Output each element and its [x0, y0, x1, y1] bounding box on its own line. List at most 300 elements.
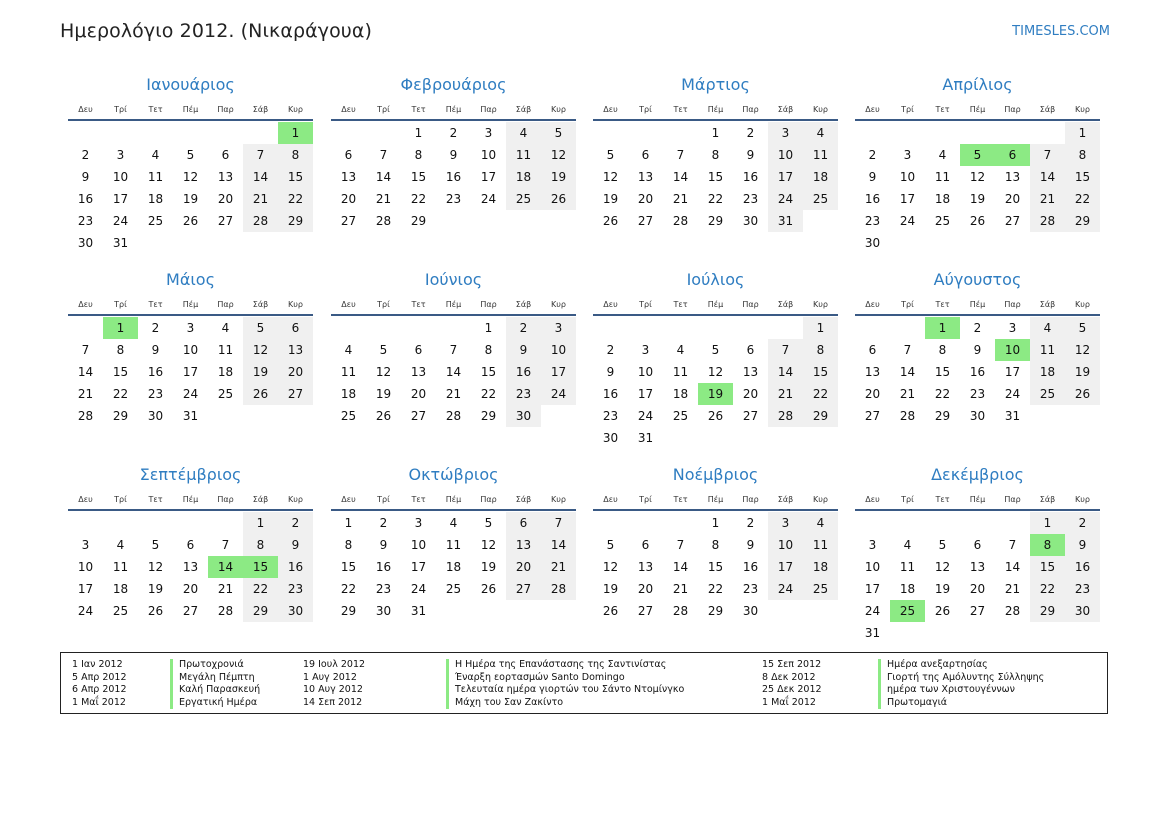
- day-cell: 25: [672, 409, 689, 423]
- holiday-name: Τελευταία ημέρα γιορτών του Σάντο Ντομίνγκο: [446, 684, 684, 697]
- day-cell: 1: [414, 126, 423, 140]
- weekday-label: Δευ: [341, 105, 356, 114]
- day-cell: 4: [803, 122, 838, 144]
- day-cell: 23: [742, 582, 759, 596]
- weekday-label: Πέμ: [707, 495, 724, 504]
- day-cell: 10: [112, 170, 129, 184]
- day-grid: [68, 512, 313, 622]
- day-cell: 21: [1030, 188, 1065, 210]
- day-cell: 15: [707, 170, 724, 184]
- weekday-label: Σάβ: [777, 300, 794, 309]
- empty-cell: [593, 317, 628, 339]
- month-block: [331, 267, 576, 427]
- weekday-header: [68, 494, 313, 506]
- month-name: Μάιος: [166, 270, 215, 289]
- month-block: [68, 267, 313, 427]
- day-cell: 24: [480, 192, 497, 206]
- day-cell: 14: [541, 534, 576, 556]
- weekday-label: Τρί: [639, 105, 652, 114]
- day-cell: 12: [480, 538, 497, 552]
- day-cell: 3: [641, 343, 650, 357]
- day-cell: 23: [445, 192, 462, 206]
- weekday-label: Κυρ: [813, 105, 828, 114]
- day-cell: 29: [707, 604, 724, 618]
- day-cell: 5: [484, 516, 493, 530]
- day-cell: 3: [541, 317, 576, 339]
- day-cell: 9: [606, 365, 615, 379]
- day-cell: 10: [637, 365, 654, 379]
- day-cell: 4: [344, 343, 353, 357]
- empty-cell: [68, 317, 103, 339]
- day-cell: 21: [217, 582, 234, 596]
- day-cell: 9: [868, 170, 877, 184]
- day-cell: 7: [243, 144, 278, 166]
- day-cell: 21: [1004, 582, 1021, 596]
- holiday-day-cell: 5: [960, 144, 995, 166]
- month-block: [68, 72, 313, 254]
- day-cell: 10: [410, 538, 427, 552]
- day-cell: 17: [182, 365, 199, 379]
- day-cell: 4: [1030, 317, 1065, 339]
- holiday-date: 8 Δεκ 2012: [762, 671, 816, 683]
- weekday-label: Σάβ: [515, 300, 532, 309]
- weekday-label: Δευ: [865, 300, 880, 309]
- weekday-label: Σάβ: [252, 300, 269, 309]
- weekday-label: Τρί: [114, 300, 127, 309]
- holiday-date: 5 Απρ 2012: [72, 671, 127, 683]
- day-cell: 8: [803, 339, 838, 361]
- day-cell: 19: [243, 361, 278, 383]
- weekday-label: Τετ: [673, 105, 688, 114]
- day-cell: 25: [803, 578, 838, 600]
- day-cell: 28: [77, 409, 94, 423]
- empty-cell: [593, 512, 628, 534]
- day-cell: 16: [742, 560, 759, 574]
- day-cell: 10: [768, 534, 803, 556]
- day-cell: 11: [803, 534, 838, 556]
- day-cell: 12: [1065, 339, 1100, 361]
- day-grid: [855, 317, 1100, 427]
- day-grid: [593, 317, 838, 449]
- header-rule: [855, 314, 1100, 316]
- day-cell: 23: [969, 387, 986, 401]
- day-cell: 29: [410, 214, 427, 228]
- holiday-name: Πρωτοχρονιά: [170, 659, 260, 672]
- empty-cell: [68, 512, 103, 534]
- day-cell: 13: [742, 365, 759, 379]
- empty-cell: [173, 122, 208, 144]
- day-cell: 9: [506, 339, 541, 361]
- header-rule: [331, 119, 576, 121]
- day-cell: 8: [711, 538, 720, 552]
- empty-cell: [733, 317, 768, 339]
- day-cell: 20: [278, 361, 313, 383]
- empty-cell: [890, 512, 925, 534]
- holiday-date: 15 Σεπ 2012: [762, 659, 822, 670]
- weekday-label: Δευ: [603, 495, 618, 504]
- weekday-label: Τετ: [411, 495, 426, 504]
- holiday-name: Μεγάλη Πέμπτη: [170, 672, 260, 685]
- day-cell: 30: [147, 409, 164, 423]
- day-cell: 19: [182, 192, 199, 206]
- day-cell: 25: [217, 387, 234, 401]
- day-cell: 22: [243, 578, 278, 600]
- day-cell: 1: [484, 321, 493, 335]
- day-cell: 18: [506, 166, 541, 188]
- holiday-date: 19 Ιουλ 2012: [303, 659, 366, 670]
- day-cell: 21: [768, 383, 803, 405]
- day-grid: [855, 122, 1100, 254]
- day-cell: 18: [803, 166, 838, 188]
- day-cell: 4: [151, 148, 160, 162]
- weekday-label: Σάβ: [252, 105, 269, 114]
- day-cell: 29: [243, 600, 278, 622]
- month-name: Δεκέμβριος: [931, 465, 1024, 484]
- day-cell: 27: [340, 214, 357, 228]
- empty-cell: [628, 122, 663, 144]
- day-cell: 9: [746, 148, 755, 162]
- day-cell: 11: [445, 538, 462, 552]
- day-cell: 3: [414, 516, 423, 530]
- holiday-date: 14 Σεπ 2012: [303, 696, 363, 708]
- day-cell: 2: [506, 317, 541, 339]
- day-cell: 12: [602, 560, 619, 574]
- month-block: [855, 462, 1100, 644]
- day-cell: 30: [1065, 600, 1100, 622]
- day-cell: 14: [768, 361, 803, 383]
- empty-cell: [663, 512, 698, 534]
- weekday-label: Δευ: [865, 105, 880, 114]
- weekday-label: Παρ: [742, 105, 759, 114]
- day-cell: 20: [506, 556, 541, 578]
- weekday-label: Τρί: [377, 495, 390, 504]
- day-cell: 26: [182, 214, 199, 228]
- day-cell: 9: [973, 343, 982, 357]
- day-cell: 10: [77, 560, 94, 574]
- day-cell: 18: [899, 582, 916, 596]
- empty-cell: [698, 317, 733, 339]
- day-cell: 21: [375, 192, 392, 206]
- day-cell: 28: [672, 214, 689, 228]
- day-cell: 1: [344, 516, 353, 530]
- empty-cell: [68, 122, 103, 144]
- day-cell: 8: [414, 148, 423, 162]
- day-cell: 15: [803, 361, 838, 383]
- empty-cell: [331, 317, 366, 339]
- weekday-label: Τρί: [377, 300, 390, 309]
- day-cell: 23: [278, 578, 313, 600]
- day-cell: 2: [278, 512, 313, 534]
- day-cell: 28: [768, 405, 803, 427]
- day-cell: 20: [864, 387, 881, 401]
- day-cell: 14: [899, 365, 916, 379]
- day-grid: [331, 317, 576, 427]
- day-cell: 8: [243, 534, 278, 556]
- day-cell: 2: [746, 126, 755, 140]
- day-cell: 26: [1065, 383, 1100, 405]
- day-cell: 16: [602, 387, 619, 401]
- day-cell: 30: [375, 604, 392, 618]
- weekday-label: Κυρ: [551, 300, 566, 309]
- month-name: Ιούνιος: [424, 270, 483, 289]
- empty-cell: [995, 122, 1030, 144]
- day-cell: 19: [934, 582, 951, 596]
- day-cell: 5: [938, 538, 947, 552]
- day-cell: 2: [151, 321, 160, 335]
- weekday-label: Δευ: [341, 495, 356, 504]
- day-cell: 8: [116, 343, 125, 357]
- day-cell: 21: [445, 387, 462, 401]
- holiday-name: Ημέρα ανεξαρτησίας: [878, 659, 1044, 672]
- day-cell: 19: [602, 582, 619, 596]
- empty-cell: [855, 317, 890, 339]
- day-cell: 29: [1030, 600, 1065, 622]
- weekday-label: Τρί: [377, 105, 390, 114]
- empty-cell: [138, 512, 173, 534]
- day-cell: 15: [340, 560, 357, 574]
- day-cell: 25: [112, 604, 129, 618]
- day-cell: 14: [1030, 166, 1065, 188]
- day-cell: 30: [77, 236, 94, 250]
- day-cell: 14: [77, 365, 94, 379]
- day-cell: 6: [641, 538, 650, 552]
- day-cell: 26: [147, 604, 164, 618]
- day-cell: 16: [506, 361, 541, 383]
- weekday-label: Δευ: [78, 105, 93, 114]
- day-cell: 4: [449, 516, 458, 530]
- empty-cell: [103, 512, 138, 534]
- day-cell: 16: [445, 170, 462, 184]
- empty-cell: [173, 512, 208, 534]
- weekday-header: [68, 104, 313, 116]
- weekday-label: Σάβ: [515, 105, 532, 114]
- day-cell: 3: [484, 126, 493, 140]
- day-cell: 22: [803, 383, 838, 405]
- holiday-names-column: [446, 659, 684, 709]
- weekday-label: Κυρ: [551, 495, 566, 504]
- weekday-label: Κυρ: [288, 105, 303, 114]
- weekday-label: Τρί: [901, 105, 914, 114]
- day-cell: 14: [672, 170, 689, 184]
- weekday-label: Σάβ: [777, 495, 794, 504]
- day-cell: 22: [934, 387, 951, 401]
- day-cell: 29: [934, 409, 951, 423]
- weekday-label: Δευ: [78, 495, 93, 504]
- day-cell: 3: [1008, 321, 1017, 335]
- month-name: Οκτώβριος: [408, 465, 499, 484]
- day-cell: 27: [410, 409, 427, 423]
- weekday-label: Σάβ: [252, 495, 269, 504]
- day-cell: 28: [243, 210, 278, 232]
- day-grid: [68, 317, 313, 427]
- day-cell: 18: [217, 365, 234, 379]
- day-grid: [68, 122, 313, 254]
- header-rule: [855, 509, 1100, 511]
- day-cell: 5: [1065, 317, 1100, 339]
- day-cell: 17: [768, 166, 803, 188]
- day-cell: 24: [899, 214, 916, 228]
- day-cell: 6: [641, 148, 650, 162]
- header-rule: [68, 314, 313, 316]
- day-cell: 24: [182, 387, 199, 401]
- day-cell: 30: [969, 409, 986, 423]
- day-cell: 7: [768, 339, 803, 361]
- weekday-label: Παρ: [1004, 105, 1021, 114]
- weekday-label: Σάβ: [1039, 300, 1056, 309]
- day-cell: 5: [243, 317, 278, 339]
- weekday-label: Πέμ: [707, 300, 724, 309]
- day-cell: 26: [541, 188, 576, 210]
- weekday-label: Πέμ: [445, 300, 462, 309]
- day-cell: 2: [81, 148, 90, 162]
- weekday-label: Δευ: [865, 495, 880, 504]
- day-grid: [331, 512, 576, 622]
- day-cell: 11: [147, 170, 164, 184]
- weekday-label: Πέμ: [969, 105, 986, 114]
- day-cell: 31: [768, 210, 803, 232]
- day-cell: 18: [803, 556, 838, 578]
- day-cell: 2: [746, 516, 755, 530]
- day-cell: 22: [480, 387, 497, 401]
- day-cell: 2: [449, 126, 458, 140]
- weekday-label: Τετ: [935, 300, 950, 309]
- weekday-header: [331, 104, 576, 116]
- day-cell: 29: [112, 409, 129, 423]
- day-cell: 26: [969, 214, 986, 228]
- holiday-date: 6 Απρ 2012: [72, 684, 127, 696]
- day-cell: 3: [768, 122, 803, 144]
- day-cell: 21: [243, 188, 278, 210]
- day-cell: 30: [506, 405, 541, 427]
- day-cell: 13: [278, 339, 313, 361]
- day-cell: 7: [676, 538, 685, 552]
- day-cell: 10: [899, 170, 916, 184]
- empty-cell: [401, 317, 436, 339]
- day-cell: 8: [278, 144, 313, 166]
- day-cell: 1: [803, 317, 838, 339]
- weekday-header: [68, 299, 313, 311]
- weekday-label: Παρ: [217, 495, 234, 504]
- day-cell: 11: [340, 365, 357, 379]
- day-grid: [593, 512, 838, 622]
- site-link[interactable]: TIMESLES.COM: [1012, 24, 1110, 39]
- day-cell: 28: [445, 409, 462, 423]
- day-grid: [855, 512, 1100, 644]
- holiday-date: 1 Μαΐ 2012: [72, 696, 126, 708]
- day-cell: 8: [484, 343, 493, 357]
- day-cell: 19: [1065, 361, 1100, 383]
- day-cell: 28: [1004, 604, 1021, 618]
- day-cell: 22: [1030, 578, 1065, 600]
- day-cell: 3: [768, 512, 803, 534]
- day-grid: [593, 122, 838, 232]
- weekday-label: Πέμ: [445, 495, 462, 504]
- day-cell: 28: [672, 604, 689, 618]
- weekday-label: Τετ: [935, 495, 950, 504]
- day-cell: 13: [182, 560, 199, 574]
- holidays-list: [60, 652, 1108, 714]
- day-cell: 17: [1004, 365, 1021, 379]
- empty-cell: [890, 317, 925, 339]
- day-cell: 8: [1065, 144, 1100, 166]
- day-cell: 9: [278, 534, 313, 556]
- weekday-label: Πέμ: [445, 105, 462, 114]
- holiday-name: Πρωτομαγιά: [878, 697, 1044, 710]
- day-cell: 16: [278, 556, 313, 578]
- day-cell: 19: [147, 582, 164, 596]
- day-cell: 7: [903, 343, 912, 357]
- weekday-label: Τρί: [901, 495, 914, 504]
- day-cell: 20: [340, 192, 357, 206]
- day-cell: 27: [969, 604, 986, 618]
- day-cell: 22: [707, 582, 724, 596]
- day-cell: 8: [344, 538, 353, 552]
- day-cell: 29: [707, 214, 724, 228]
- weekday-label: Παρ: [1004, 300, 1021, 309]
- holiday-name: Η Ημέρα της Επανάστασης της Σαντινίστας: [446, 659, 684, 672]
- day-cell: 25: [147, 214, 164, 228]
- empty-cell: [103, 122, 138, 144]
- day-cell: 3: [186, 321, 195, 335]
- holiday-day-cell: 10: [995, 339, 1030, 361]
- holiday-day-cell: 19: [698, 383, 733, 405]
- holiday-names-column: [878, 659, 1044, 709]
- holiday-name: Καλή Παρασκευή: [170, 684, 260, 697]
- day-cell: 6: [221, 148, 230, 162]
- day-cell: 8: [938, 343, 947, 357]
- day-cell: 9: [379, 538, 388, 552]
- empty-cell: [1030, 122, 1065, 144]
- day-cell: 4: [903, 538, 912, 552]
- day-cell: 10: [182, 343, 199, 357]
- day-cell: 17: [637, 387, 654, 401]
- holiday-name: Γιορτή της Αμόλυντης Σύλληψης: [878, 672, 1044, 685]
- day-cell: 25: [1030, 383, 1065, 405]
- holiday-names-column: [170, 659, 260, 709]
- weekday-label: Πέμ: [182, 105, 199, 114]
- empty-cell: [960, 512, 995, 534]
- empty-cell: [243, 122, 278, 144]
- day-cell: 8: [711, 148, 720, 162]
- day-cell: 25: [445, 582, 462, 596]
- day-cell: 17: [480, 170, 497, 184]
- day-cell: 21: [541, 556, 576, 578]
- day-cell: 5: [711, 343, 720, 357]
- empty-cell: [628, 317, 663, 339]
- empty-cell: [436, 317, 471, 339]
- month-name: Νοέμβριος: [672, 465, 759, 484]
- weekday-label: Κυρ: [288, 300, 303, 309]
- day-cell: 12: [375, 365, 392, 379]
- day-cell: 13: [637, 560, 654, 574]
- day-cell: 1: [1030, 512, 1065, 534]
- day-cell: 12: [243, 339, 278, 361]
- month-name: Αύγουστος: [933, 270, 1022, 289]
- day-cell: 11: [803, 144, 838, 166]
- day-cell: 12: [182, 170, 199, 184]
- holiday-dates-column: [762, 659, 822, 709]
- weekday-label: Δευ: [78, 300, 93, 309]
- holiday-date: 1 Αυγ 2012: [303, 671, 357, 683]
- holiday-date: 25 Δεκ 2012: [762, 684, 822, 696]
- weekday-label: Τετ: [411, 300, 426, 309]
- day-cell: 11: [899, 560, 916, 574]
- empty-cell: [995, 512, 1030, 534]
- weekday-label: Πέμ: [969, 300, 986, 309]
- month-name: Ιανουάριος: [146, 75, 235, 94]
- empty-cell: [593, 122, 628, 144]
- day-cell: 21: [899, 387, 916, 401]
